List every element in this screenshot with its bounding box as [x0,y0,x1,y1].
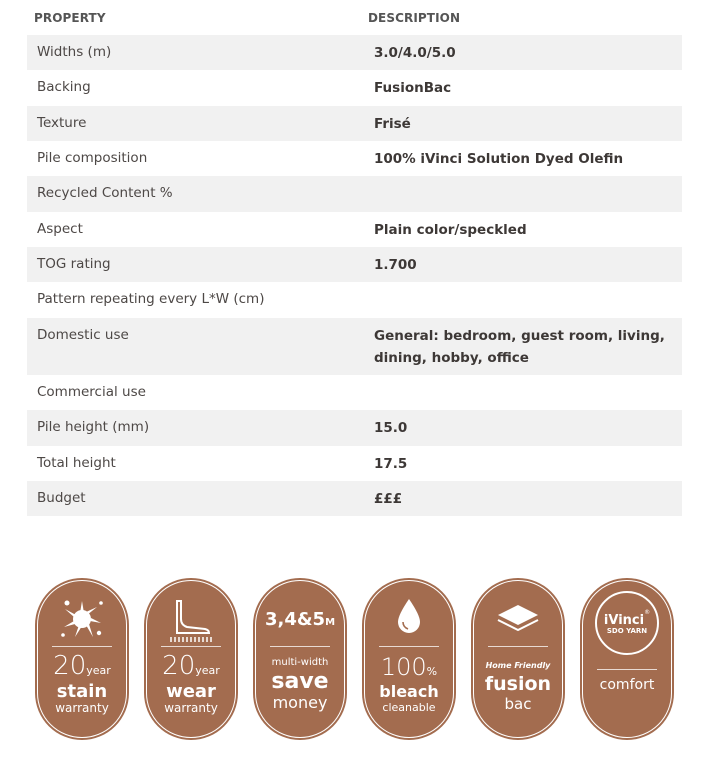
header-description: DESCRIPTION [368,10,461,25]
table-row [27,375,682,410]
row-property: Backing [37,79,91,95]
table-body [27,35,682,516]
badge-ivinci-comfort [582,580,672,738]
divider [52,646,112,647]
layered-backing-icon [494,601,542,635]
row-description: General: bedroom, guest room, living, dining, hobby, office [374,328,665,366]
feature-badges [37,580,677,740]
wear-sub: warranty [164,701,218,715]
ivinci-brand: iVinci [603,613,645,628]
water-drop-icon [396,597,422,635]
badge-fusion-bac [473,580,563,738]
badge-wear-warranty [146,580,236,738]
row-property: Total height [37,455,116,471]
bleach-unit: % [426,665,438,678]
row-description: 3.0/4.0/5.0 [374,45,456,61]
wear-number: 20 [162,651,196,681]
table-row [27,282,682,318]
splash-icon [57,595,107,643]
table-row [27,410,682,446]
fusion-tag: Home Friendly [485,661,551,670]
table-row [27,212,682,247]
stain-word: stain [56,681,108,702]
row-property: Recycled Content % [37,185,173,201]
divider [488,646,548,647]
badge-stain-warranty [37,580,127,738]
table-header [27,0,682,35]
row-description: 15.0 [374,420,408,436]
fusion-word: fusion [484,673,552,695]
table-row [27,247,682,282]
width-line1: multi-width [271,657,329,668]
table-row [27,176,682,212]
table-row [27,35,682,70]
divider [379,646,439,647]
row-property: Domestic use [37,327,129,343]
row-property: Pattern repeating every L*W (cm) [37,291,265,307]
bleach-word: bleach [379,682,439,701]
bleach-percent [365,653,453,681]
width-unit: M [325,617,336,628]
divider [270,646,330,647]
ivinci-word: comfort [599,677,655,693]
width-values [256,609,344,630]
row-property: TOG rating [37,256,111,272]
ivinci-seal [595,591,659,655]
width-sub: money [272,693,328,712]
table-row [27,318,682,375]
stain-unit: year [86,664,111,677]
wear-unit: year [195,664,220,677]
row-description: Frisé [374,116,411,132]
fusion-sub: bac [504,695,532,713]
stain-sub: warranty [55,701,109,715]
bleach-sub: cleanable [382,701,436,714]
ivinci-yarn: SDO YARN [606,627,648,635]
row-property: Pile height (mm) [37,419,150,435]
badge-multi-width [255,580,345,738]
width-widths: 3,4&5 [264,609,326,630]
table-row [27,481,682,516]
badge-bleach [364,580,454,738]
row-description: 1.700 [374,257,417,273]
row-property: Commercial use [37,384,146,400]
table-row [27,106,682,141]
stain-years [38,651,126,681]
bleach-number: 100 [380,653,427,681]
table-row [27,70,682,106]
row-property: Widths (m) [37,44,112,60]
spec-table [27,0,682,516]
row-description: 100% iVinci Solution Dyed Olefin [374,151,624,167]
ivinci-brand-line [597,609,657,628]
ivinci-mark: ® [644,609,651,616]
row-property: Budget [37,490,86,506]
row-description: 17.5 [374,456,408,472]
table-row [27,141,682,176]
foot-on-carpet-icon [165,597,217,643]
row-property: Aspect [37,221,83,237]
row-property: Pile composition [37,150,148,166]
row-property: Texture [37,115,87,131]
row-description: FusionBac [374,80,452,96]
row-description: £££ [374,491,403,507]
stain-number: 20 [53,651,87,681]
divider [161,646,221,647]
width-word: save [271,669,329,694]
wear-years [147,651,235,681]
divider [597,669,657,670]
row-description: Plain color/speckled [374,222,527,238]
table-row [27,446,682,481]
wear-word: wear [166,681,216,702]
header-property: PROPERTY [34,10,106,25]
